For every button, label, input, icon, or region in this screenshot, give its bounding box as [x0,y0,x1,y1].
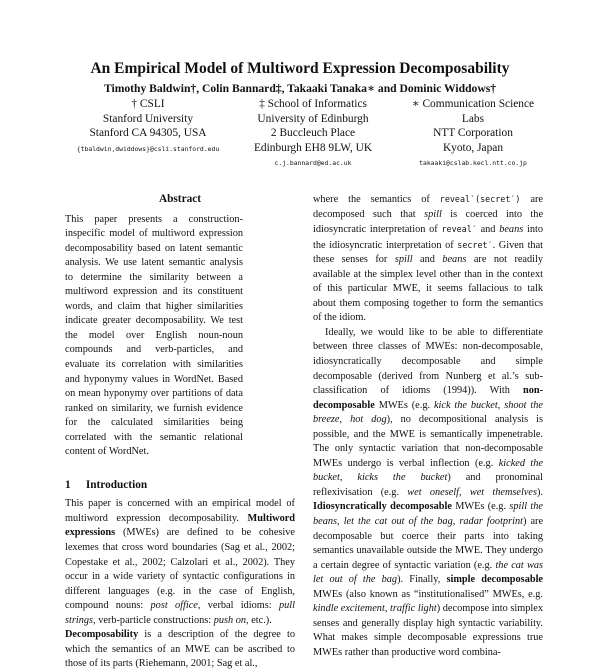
intro-paragraph-1: This paper is concerned with an empirical model of multiword expression decomposability. Multiword expressions (MWEs) are defined to be cohesive lexemes that cross word boundaries (Sag et al., 2002; Copestake et al., 2002; Calzolari et al., 2002). They occur in a wide variety of syntactic configurations in different languages (e.g. in the case of English, compound nouns: post office, verbal idioms: pull strings, verb-particle constructions: push on, etc.). [65,498,296,626]
abstract-text: This paper presents a construction-inspecific model of multiword expression decomposability based on latent semantic analysis. We use latent semantic analysis to determine the similarity between a multiword expression and its constituent words, and claim that higher similarities indicate greater decomposability. We test the model over English noun-noun compounds and verb-particles, and evaluate its correlation with similarities and hyponymy values in WordNet. Based on mean hyponymy over partitions of data ranked on similarity, we furnish evidence for the calculated similarities being correlated with the semantic relational content of WordNet. [65,213,243,458]
affiliation-line: † CSLI [131,98,165,110]
section-heading-introduction [65,478,295,493]
term-non-decomposable: non-decomposable [313,385,543,411]
affiliation-line: ‡ School of Informatics [259,98,367,110]
abstract-heading: Abstract [158,193,202,205]
affiliation-line: Edinburgh EH8 9LW, UK [253,141,373,154]
right-column [313,192,543,661]
paper-title: An Empirical Model of Multiword Expression Decomposability [90,60,510,77]
intro-paragraph-2: Decomposability is a description of the degree to which the semantics of an MWE can be ascribed to those of its parts (Riehemann, 2001; Sag et al., [65,629,295,670]
author-email: takaaki@cslab.kecl.ntt.co.jp [419,159,527,168]
author-email: c.j.bannard@ed.ac.uk [274,159,352,168]
affiliation-ntt [398,97,548,168]
term-simple-decomposable: simple decomposable [446,574,543,586]
term-multiword-expressions: Multiword expressions [65,512,296,539]
affiliation-csli [63,97,233,154]
affiliation-line: Stanford University [102,112,194,125]
section-number: 1 [65,478,71,491]
affiliation-line: Stanford CA 94305, USA [89,127,207,140]
author-email: {tbaldwin,dwiddows}@csli.stanford.edu [76,144,220,153]
author-list: Timothy Baldwin†, Colin Bannard‡, Takaaki Tanaka∗ and Dominic Widdows† [103,82,497,95]
body-paragraph-mwe-classes: Ideally, we would like to be able to differentiate between three classes of MWEs: non-decomposable, idiosyncratically decomposable and simple decomposable (derived from Nunberg et al.’s sub-classification of idioms (1994)). With non-decomposable MWEs (e.g. kick the bucket, shoot the breeze, hot dog), no decompositional analysis is possible, and the MWE is semantically impenetrable. The only syntactic variation that non-decomposable MWEs undergo is verbal inflection (e.g. kicked the bucket, kicks the bucket) and pronominal reflexivisation (e.g. wet oneself, wet themselves). Idiosyncratically decomposable MWEs (e.g. spill the beans, let the cat out of the bag, radar footprint) are decomposable but coerce their parts into taking semantics unavailable outside the MWE. They undergo a certain degree of syntactic variation (e.g. the cat was let out of the bag). Finally, simple decomposable MWEs (also known as “institutionalised” MWEs, e.g. kindle excitement, traffic light) decompose into simplex senses and generally display high syntactic variability. What makes simple decomposable expressions true MWEs rather than productive word combina- [313,326,544,658]
body-paragraph-semantics: where the semantics of reveal′(secret′) are decomposed such that spill is coerced into the idiosyncratic interpretation of reveal′ and beans into the idiosyncratic interpretation of secret′. Given that these senses for spill and beans are not readily available at the simplex level other than in the context of this particular MWE, it seems fallacious to talk about them composing together to form the semantics of the idiom. [313,194,544,324]
affiliation-line: ∗ Communication Science [411,98,535,110]
affiliation-line: Labs [461,112,485,125]
affiliation-line: 2 Buccleuch Place [270,127,356,140]
section-title: Introduction [85,478,148,491]
affiliation-edinburgh [238,97,388,168]
term-decomposability: Decomposability [65,629,139,641]
term-idiosyncratically-decomposable: Idiosyncratically decomposable [313,501,452,513]
affiliation-line: Kyoto, Japan [442,141,504,154]
affiliation-line: University of Edinburgh [257,112,369,125]
affiliation-line: NTT Corporation [433,127,513,140]
